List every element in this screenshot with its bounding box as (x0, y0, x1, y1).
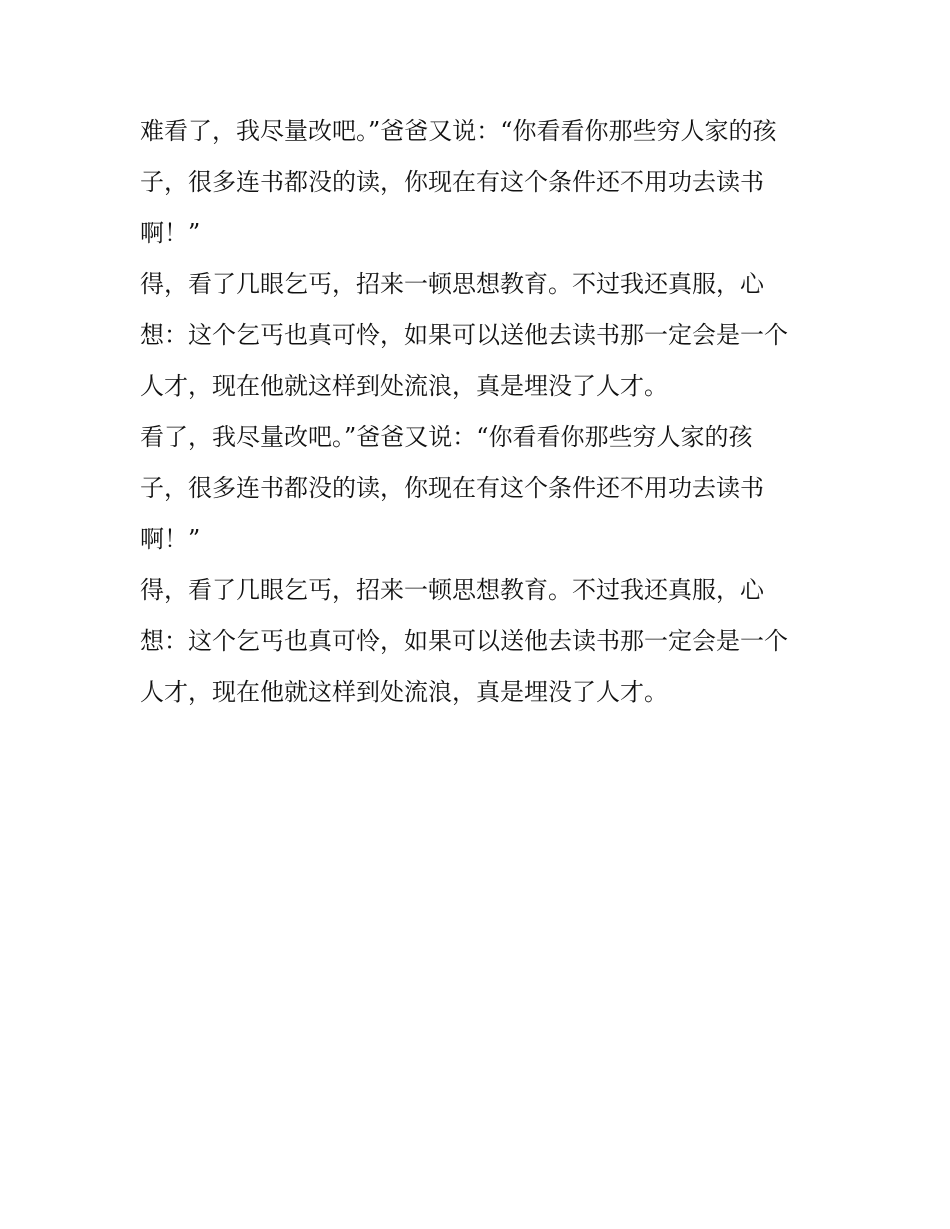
text-line-5: 想：这个乞丐也真可怜，如果可以送他去读书那一定会是一个 (140, 321, 788, 349)
text-line-10: 得，看了几眼乞丐，招来一顿思想教育。不过我还真服，心 (140, 576, 764, 604)
text-line-7: 看了，我尽量改吧。”爸爸又说：“你看看你那些穷人家的孩 (140, 423, 753, 451)
text-line-6: 人才，现在他就这样到处流浪，真是埋没了人才。 (140, 372, 668, 400)
text-line-9: 啊！” (140, 525, 201, 553)
document-body (140, 106, 820, 718)
text-line-3: 啊！” (140, 219, 201, 247)
text-line-11: 想：这个乞丐也真可怜，如果可以送他去读书那一定会是一个 (140, 627, 788, 655)
text-line-4: 得，看了几眼乞丐，招来一顿思想教育。不过我还真服，心 (140, 270, 764, 298)
text-line-2: 子，很多连书都没的读，你现在有这个条件还不用功去读书 (140, 168, 764, 196)
text-line-1: 难看了，我尽量改吧。”爸爸又说：“你看看你那些穷人家的孩 (140, 117, 777, 145)
text-line-12: 人才，现在他就这样到处流浪，真是埋没了人才。 (140, 678, 668, 706)
text-line-8: 子，很多连书都没的读，你现在有这个条件还不用功去读书 (140, 474, 764, 502)
